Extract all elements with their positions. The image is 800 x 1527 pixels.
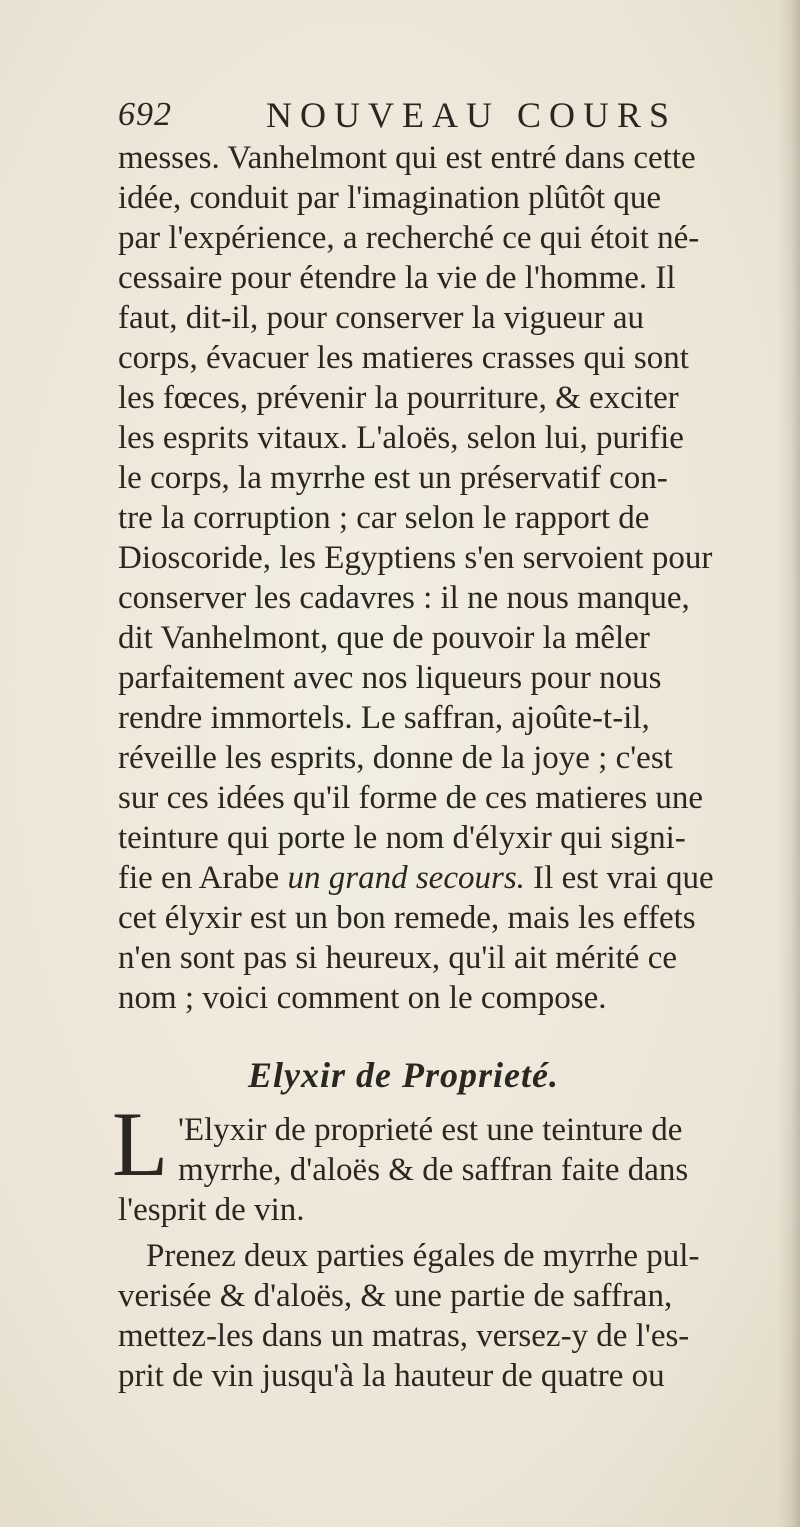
text-line: sur ces idées qu'il forme de ces matieres une [118, 780, 704, 816]
text-line: n'en sont pas si heureux, qu'il ait mérité ce [118, 940, 677, 976]
text-line: tre la corruption ; car selon le rapport de [118, 500, 650, 536]
text-line: nom ; voici comment on le compose. [118, 980, 607, 1016]
italic-phrase: un grand secours. [287, 860, 525, 896]
text-line: l'esprit de vin. [118, 1192, 305, 1228]
drop-cap: L [112, 1093, 169, 1195]
running-title: NOUVEAU COURS [266, 95, 678, 135]
text-line: cessaire pour étendre la vie de l'homme. Il [118, 260, 676, 296]
text-line: idée, conduit par l'imagination plûtôt que [118, 180, 661, 216]
text-line: conserver les cadavres : il ne nous manque, [118, 580, 690, 616]
text-line [118, 858, 714, 898]
text-line: le corps, la myrrhe est un préservatif con- [118, 460, 668, 496]
text-line: parfaitement avec nos liqueurs pour nous [118, 660, 662, 696]
page-gutter-shadow [778, 0, 800, 1527]
text-line: Prenez deux parties égales de myrrhe pul- [146, 1238, 700, 1274]
text-line: mettez-les dans un matras, versez-y de l'es- [118, 1318, 690, 1354]
text-run: Il est vrai que [524, 860, 714, 896]
text-line: faut, dit-il, pour conserver la vigueur au [118, 300, 644, 336]
text-line: prit de vin jusqu'à la hauteur de quatre ou [118, 1358, 665, 1394]
text-line: messes. Vanhelmont qui est entré dans cette [118, 140, 696, 176]
text-line: les fœces, prévenir la pourriture, & exciter [118, 380, 679, 416]
section-title: Elyxir de Proprieté. [248, 1055, 559, 1095]
text-run: fie en Arabe [118, 860, 288, 896]
text-line: dit Vanhelmont, que de pouvoir la mêler [118, 620, 650, 656]
text-line: réveille les esprits, donne de la joye ; c'est [118, 740, 673, 776]
text-line: les esprits vitaux. L'aloës, selon lui, purifie [118, 420, 684, 456]
text-line: corps, évacuer les matieres crasses qui sont [118, 340, 689, 376]
text-line: Dioscoride, les Egyptiens s'en servoient pour [118, 540, 713, 576]
text-line: cet élyxir est un bon remede, mais les effets [118, 900, 696, 936]
text-line: 'Elyxir de proprieté est une teinture de [178, 1112, 683, 1148]
running-header [118, 92, 758, 142]
text-line: rendre immortels. Le saffran, ajoûte-t-il, [118, 700, 650, 736]
text-line: myrrhe, d'aloës & de saffran faite dans [178, 1152, 689, 1188]
text-line: par l'expérience, a recherché ce qui étoit né- [118, 220, 700, 256]
text-line: teinture qui porte le nom d'élyxir qui signi- [118, 820, 686, 856]
page-number: 692 [118, 96, 172, 133]
text-line: verisée & d'aloës, & une partie de saffran, [118, 1278, 673, 1314]
